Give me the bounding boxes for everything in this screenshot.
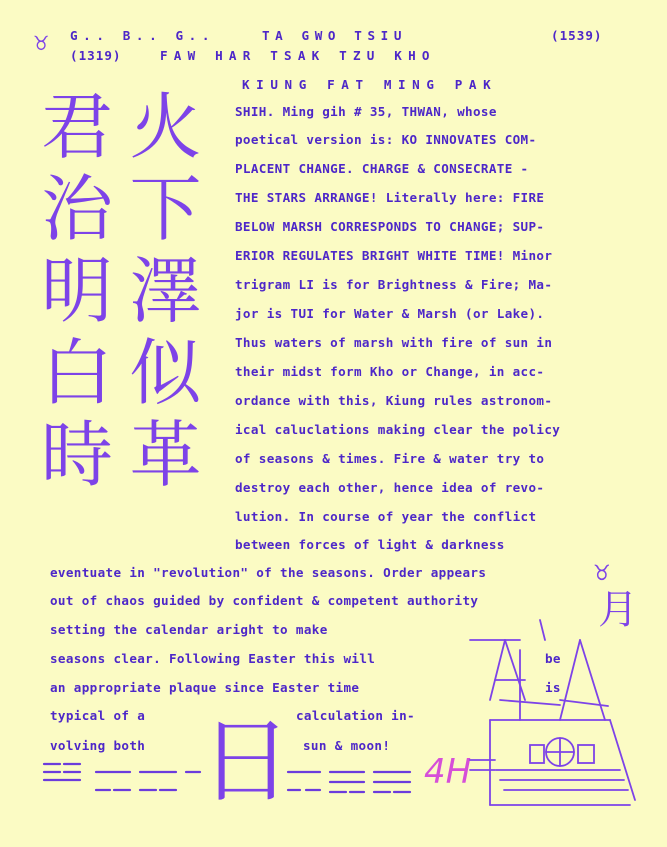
chinese-char-left-1: 君 (40, 85, 113, 169)
body-line-8: jor is TUI for Water & Marsh (or Lake). (235, 306, 545, 321)
chinese-char-right-2: 下 (129, 167, 202, 251)
body-line-6: ERIOR REGULATES BRIGHT WHITE TIME! Minor (235, 248, 553, 263)
body-line-4: THE STARS ARRANGE! Literally here: FIRE (235, 190, 545, 205)
chinese-char-left-4: 白 (40, 331, 113, 415)
chinese-char-right-5: 革 (129, 413, 202, 497)
body-line-15: lution. In course of year the conflict (235, 509, 537, 524)
body-line-1: SHIH. Ming gih # 35, THWAN, whose (235, 104, 497, 119)
chinese-char-right-3: 澤 (129, 249, 202, 333)
body-line-13: of seasons & times. Fire & water try to (235, 451, 545, 466)
body-line-11: ordance with this, Kiung rules astronom- (235, 393, 553, 408)
split-line-1-right: be (545, 651, 561, 666)
split-line-3-right: calculation in- (296, 708, 415, 723)
body-line-5: BELOW MARSH CORRESPONDS TO CHANGE; SUP- (235, 219, 545, 234)
header-title-2: FAW HAR TSAK TZU KHO (160, 48, 436, 63)
split-line-3-left: typical of a (50, 708, 146, 723)
body-line-7: trigram LI is for Brightness & Fire; Ma- (235, 277, 553, 292)
number-sketch: 4H (424, 752, 472, 792)
header-number-2: (1319) (70, 48, 122, 63)
wide-line-3: setting the calendar aright to make (50, 622, 328, 637)
header-title-3: KIUNG FAT MING PAK (242, 77, 498, 92)
split-line-4-right: sun & moon! (303, 738, 391, 753)
chinese-char-right-4: 似 (129, 331, 202, 415)
sun-character: 日 (200, 708, 293, 815)
header-number-1: (1539) (551, 28, 603, 43)
body-line-16: between forces of light & darkness (235, 537, 505, 552)
header-code: G.. B.. G.. (70, 28, 216, 43)
chinese-char-right-1: 火 (129, 85, 202, 169)
split-line-1-left: seasons clear. Following Easter this will (50, 651, 376, 666)
trigram-right-icon (288, 772, 410, 792)
chinese-char-left-2: 治 (40, 167, 113, 251)
body-line-12: ical caluclations making clear the policy (235, 422, 561, 437)
taurus-mark-left: ♉ (34, 28, 49, 56)
split-line-2-right: is (545, 680, 561, 695)
church-sketch-icon (470, 620, 635, 805)
body-line-2: poetical version is: KO INNOVATES COM- (235, 132, 537, 147)
body-line-3: PLACENT CHANGE. CHARGE & CONSECRATE - (235, 161, 529, 176)
taurus-mark-right: ♉ (594, 557, 610, 587)
moon-character: 月 (598, 587, 638, 633)
header-title-1: TA GWO TSIU (262, 28, 408, 43)
split-line-2-left: an appropriate plaque since Easter time (50, 680, 360, 695)
body-line-14: destroy each other, hence idea of revo- (235, 480, 545, 495)
body-line-9: Thus waters of marsh with fire of sun in (235, 335, 553, 350)
chinese-char-left-3: 明 (40, 249, 113, 333)
split-line-4-left: volving both (50, 738, 146, 753)
wide-line-1: eventuate in "revolution" of the seasons. Order appears (50, 565, 487, 580)
trigram-left-icon (44, 764, 200, 790)
chinese-char-left-5: 時 (40, 413, 113, 497)
body-line-10: their midst form Kho or Change, in acc- (235, 364, 545, 379)
wide-line-2: out of chaos guided by confident & competent authority (50, 593, 479, 608)
